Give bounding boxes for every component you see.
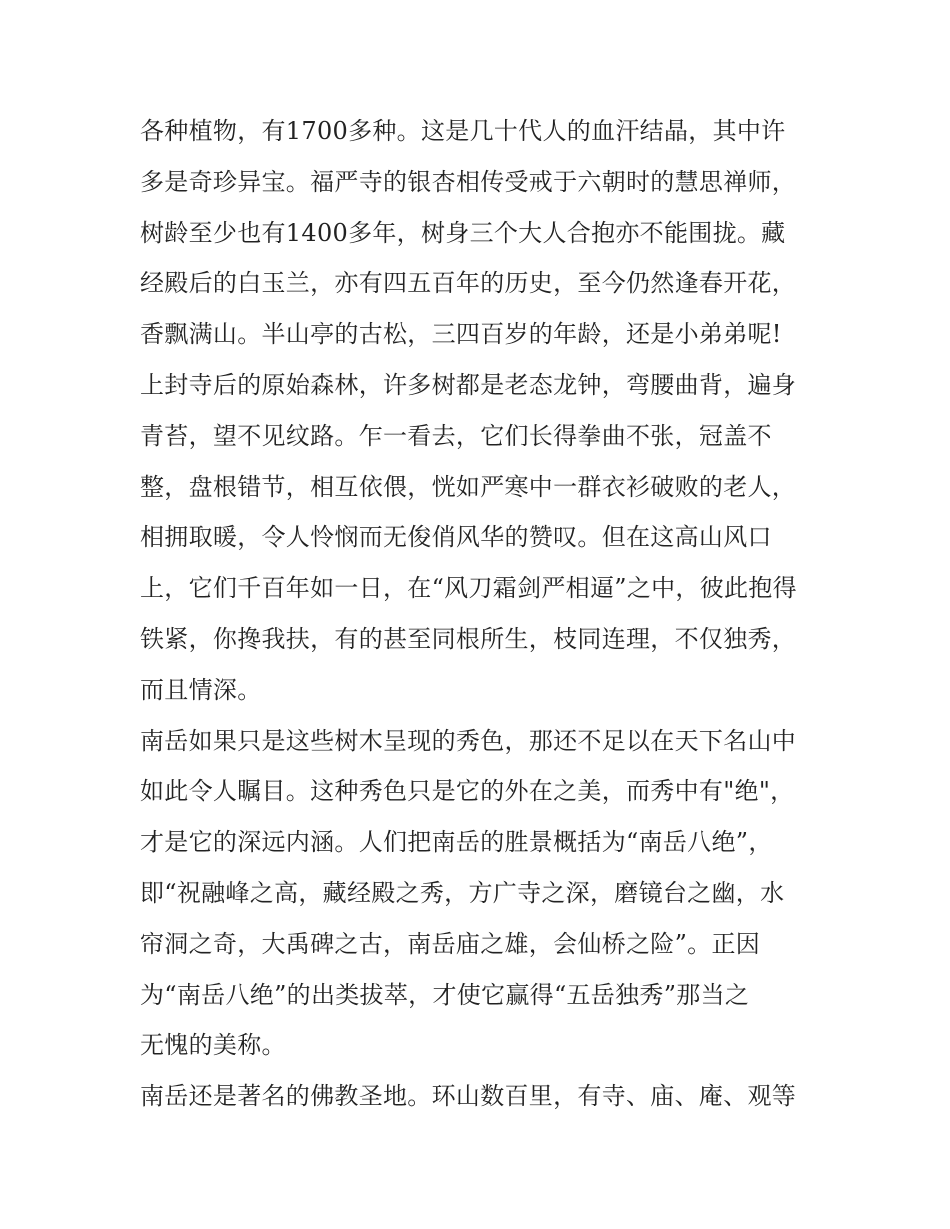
text-line: 无愧的美称。	[140, 1031, 286, 1060]
text-line: 整，盘根错节，相互依偎，恍如严寒中一群衣衫破败的老人，	[140, 472, 797, 501]
text-line: 铁紧，你搀我扶，有的甚至同根所生，枝同连理，不仅独秀，	[140, 624, 797, 653]
text-line: 多是奇珍异宝。福严寺的银杏相传受戒于六朝时的慧思禅师，	[140, 167, 797, 196]
text-line: 上封寺后的原始森林，许多树都是老态龙钟，弯腰曲背，遍身	[140, 370, 797, 399]
text-line: 为“南岳八绝”的出类拔萃，才使它赢得“五岳独秀”那当之	[140, 980, 750, 1009]
text-line: 南岳还是著名的佛教圣地。环山数百里，有寺、庙、庵、观等	[140, 1082, 797, 1111]
text-line: 经殿后的白玉兰，亦有四五百年的历史，至今仍然逢春开花，	[140, 269, 797, 298]
text-line: 南岳如果只是这些树木呈现的秀色，那还不足以在天下名山中	[140, 726, 797, 755]
text-line: 而且情深。	[140, 675, 262, 704]
text-line: 如此令人瞩目。这种秀色只是它的外在之美，而秀中有"绝"，	[140, 777, 795, 806]
text-line: 相拥取暖，令人怜悯而无俊俏风华的赞叹。但在这高山风口	[140, 523, 772, 552]
text-line: 香飘满山。半山亭的古松，三四百岁的年龄，还是小弟弟呢!	[140, 320, 782, 349]
text-line: 各种植物，有1700多种。这是几十代人的血汗结晶，其中许	[140, 117, 786, 145]
text-line: 帘洞之奇，大禹碑之古，南岳庙之雄，会仙桥之险”。正因	[140, 929, 761, 958]
body-text	[140, 106, 830, 1122]
text-line: 即“祝融峰之高，藏经殿之秀，方广寺之深，磨镜台之幽，水	[140, 878, 785, 907]
text-line: 树龄至少也有1400多年，树身三个大人合抱亦不能围拢。藏	[140, 218, 786, 247]
text-line: 上，它们千百年如一日，在“风刀霜剑严相逼”之中，彼此抱得	[140, 574, 797, 603]
text-line: 才是它的深远内涵。人们把南岳的胜景概括为“南岳八绝”，	[140, 828, 773, 857]
text-line: 青苔，望不见纹路。乍一看去，它们长得拳曲不张，冠盖不	[140, 421, 772, 450]
